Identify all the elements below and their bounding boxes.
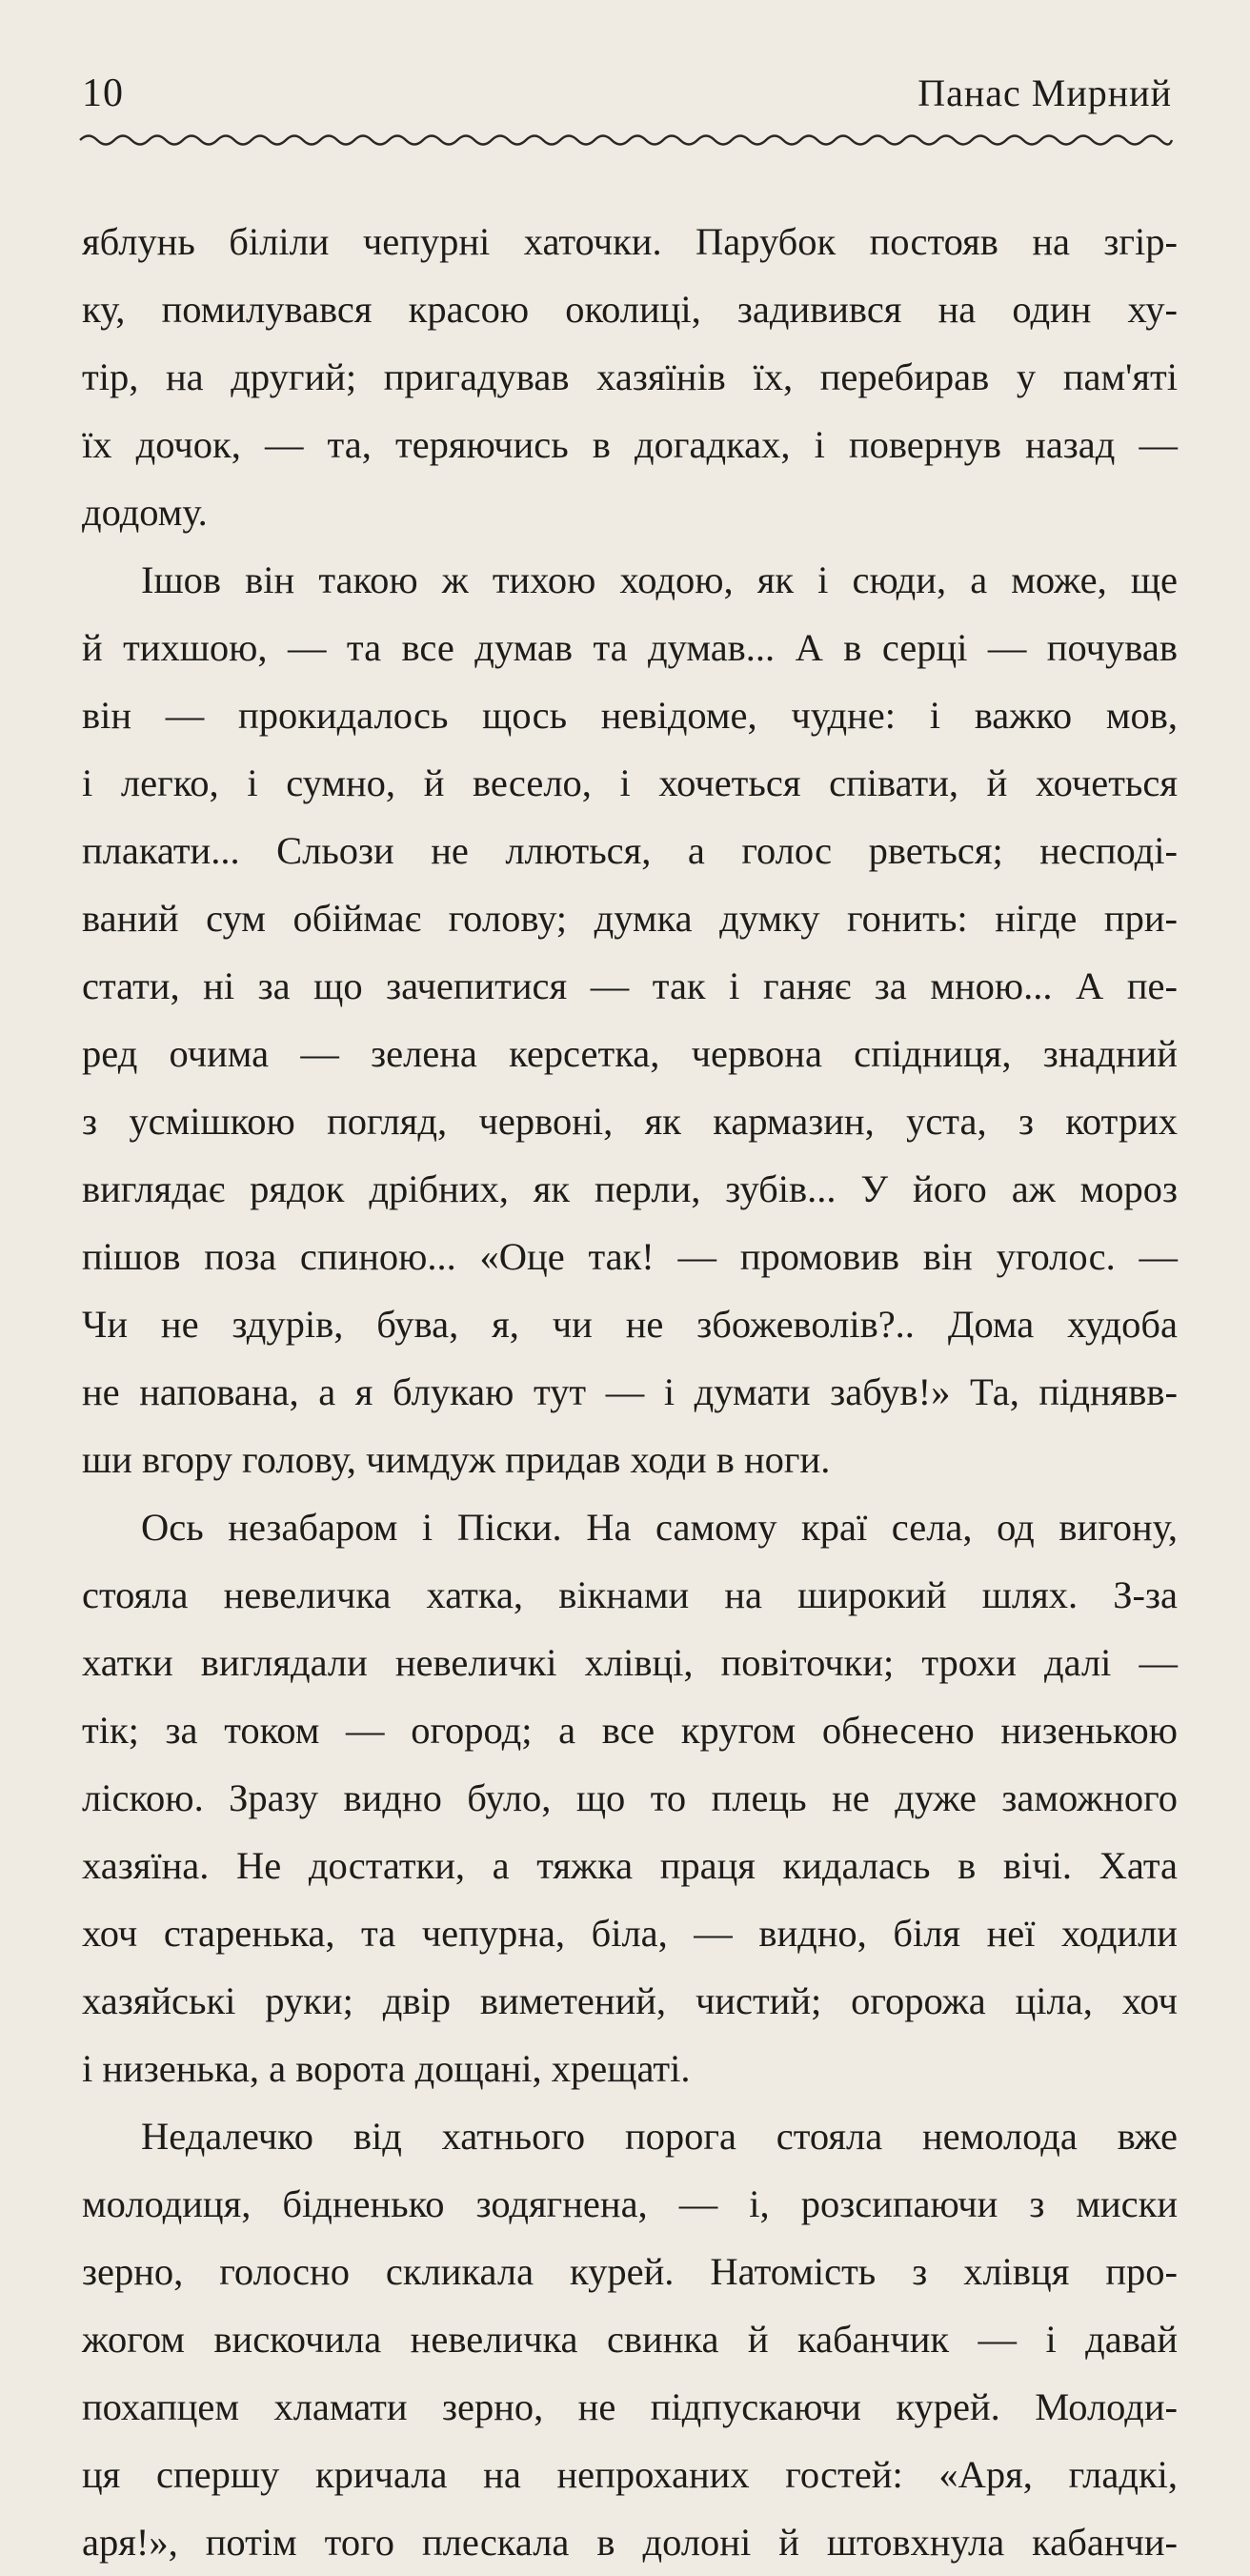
- text-line: ку, помилувався красою околиці, задивився на один ху-: [82, 288, 1178, 331]
- paragraph-first-line: Ішов він такою ж тихою ходою, як і сюди, а може, ще: [141, 558, 1178, 601]
- text-line: ваний сум обіймає голову; думка думку гонить: нігде при-: [82, 897, 1178, 940]
- page-number: 10: [82, 71, 124, 115]
- paragraph-first-line: Недалечко від хатнього порога стояла немолода вже: [141, 2115, 1178, 2158]
- text-line: хазяїна. Не достатки, а тяжка праця кидалась в вічі. Хата: [82, 1844, 1178, 1887]
- text-line: зерно, голосно скликала курей. Натомість з хлівця про-: [82, 2250, 1178, 2293]
- page-header: [82, 65, 1172, 122]
- text-line: й тихшою, — та все думав та думав... А в серці — почував: [82, 626, 1178, 669]
- text-line: додому.: [82, 491, 208, 534]
- text-line: стати, ні за що зачепитися — так і ганяє за мною... А пе-: [82, 964, 1178, 1007]
- text-line: тір, на другий; пригадував хазяїнів їх, перебирав у пам'яті: [82, 355, 1178, 398]
- text-line: яблунь біліли чепурні хаточки. Парубок постояв на згір-: [82, 220, 1178, 263]
- text-line: ред очима — зелена керсетка, червона спідниця, знадний: [82, 1032, 1178, 1075]
- text-line: похапцем хламати зерно, не підпускаючи курей. Молоди-: [82, 2385, 1178, 2428]
- text-line: він — прокидалось щось невідоме, чудне: і важко мов,: [82, 694, 1178, 737]
- text-line: молодиця, бідненько зодягнена, — і, розсипаючи з миски: [82, 2182, 1178, 2225]
- text-line: стояла невеличка хатка, вікнами на широкий шлях. З-за: [82, 1573, 1178, 1616]
- text-line: хатки виглядали невеличкі хлівці, повіточки; трохи далі —: [82, 1641, 1178, 1684]
- text-line: і низенька, а ворота дощані, хрещаті.: [82, 2047, 691, 2090]
- text-line: і легко, і сумно, й весело, і хочеться співати, й хочеться: [82, 761, 1178, 804]
- text-line: пішов поза спиною... «Оце так! — промовив він уголос. —: [82, 1235, 1178, 1278]
- running-head-author: Панас Мирний: [917, 71, 1172, 114]
- text-line: з усмішкою погляд, червоні, як кармазин, уста, з котрих: [82, 1100, 1178, 1143]
- wavy-rule-ornament: [78, 128, 1174, 152]
- text-line: ліскою. Зразу видно було, що то плець не дуже заможного: [82, 1776, 1178, 1819]
- text-line: плакати... Сльози не ллються, а голос рветься; несподі-: [82, 829, 1178, 872]
- text-line: Чи не здурів, бува, я, чи не збожеволів?.. Дома худоба: [82, 1303, 1178, 1346]
- body-text: [82, 208, 1178, 2576]
- text-line: виглядає рядок дрібних, як перли, зубів... У його аж мороз: [82, 1167, 1178, 1210]
- text-line: ши вгору голову, чимдуж придав ходи в ноги.: [82, 1438, 831, 1481]
- text-line: ця спершу кричала на непроханих гостей: «Аря, гладкі,: [82, 2453, 1178, 2496]
- text-line: хоч старенька, та чепурна, біла, — видно, біля неї ходили: [82, 1912, 1178, 1955]
- text-line: не напована, а я блукаю тут — і думати забув!» Та, піднявв-: [82, 1370, 1178, 1413]
- text-line: аря!», потім того плескала в долоні й штовхнула кабанчи-: [82, 2521, 1178, 2564]
- text-line: їх дочок, — та, теряючись в догадках, і повернув назад —: [82, 423, 1178, 466]
- text-line: тік; за током — огород; а все кругом обнесено низенькою: [82, 1709, 1178, 1752]
- text-line: хазяйські руки; двір виметений, чистий; огорожа ціла, хоч: [82, 1979, 1178, 2022]
- paragraph-first-line: Ось незабаром і Піски. На самому краї села, од вигону,: [141, 1506, 1178, 1549]
- text-line: жогом вискочила невеличка свинка й кабанчик — і давай: [82, 2318, 1178, 2361]
